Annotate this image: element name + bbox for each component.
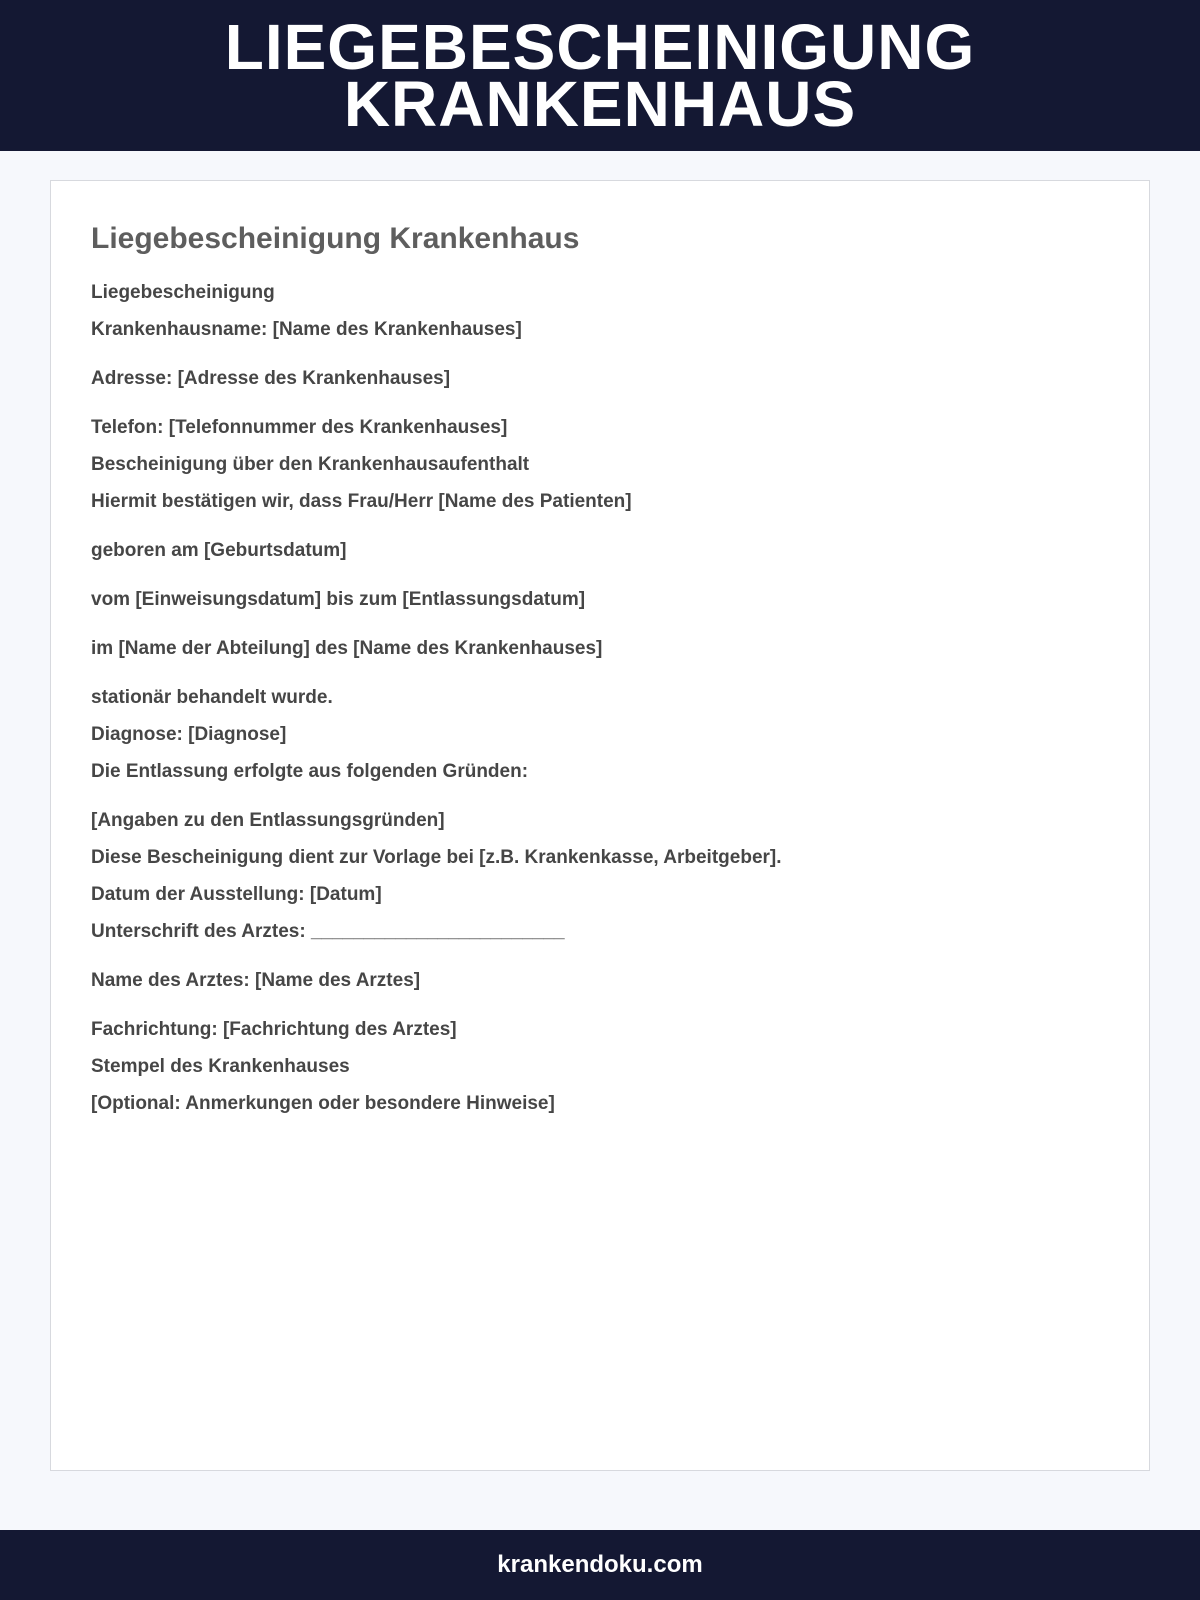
document-line-certificate-subject: Bescheinigung über den Krankenhausaufenthalt (91, 454, 530, 475)
document-line-birthdate: geboren am [Geburtsdatum] (91, 540, 347, 561)
document-line-signature: Unterschrift des Arztes: ________________________ (91, 921, 565, 942)
document-title: Liegebescheinigung Krankenhaus (91, 222, 580, 255)
document-line-confirmation: Hiermit bestätigen wir, dass Frau/Herr [Name des Patienten] (91, 491, 632, 512)
document-card (50, 180, 1150, 1471)
footer-site-name: krankendoku.com (497, 1551, 703, 1578)
document-line-optional-notes: [Optional: Anmerkungen oder besondere Hinweise] (91, 1093, 555, 1114)
document-line-discharge-reasons: [Angaben zu den Entlassungsgründen] (91, 810, 445, 831)
document-line-discharge-reasons-intro: Die Entlassung erfolgte aus folgenden Gründen: (91, 761, 529, 782)
document-line-stamp: Stempel des Krankenhauses (91, 1056, 350, 1077)
document-line-address: Adresse: [Adresse des Krankenhauses] (91, 368, 451, 389)
document-line-specialty: Fachrichtung: [Fachrichtung des Arztes] (91, 1019, 457, 1040)
document-line-doctor-name: Name des Arztes: [Name des Arztes] (91, 970, 421, 991)
document-line-heading: Liegebescheinigung (91, 282, 275, 303)
header-banner (0, 0, 1200, 151)
document-line-department: im [Name der Abteilung] des [Name des Krankenhauses] (91, 638, 603, 659)
header-title-line-2: KRANKENHAUS (343, 67, 857, 140)
document-line-issue-date: Datum der Ausstellung: [Datum] (91, 884, 382, 905)
footer-banner (0, 1530, 1200, 1600)
document-line-purpose: Diese Bescheinigung dient zur Vorlage bei [z.B. Krankenkasse, Arbeitgeber]. (91, 847, 782, 868)
header-title-line-1: LIEGEBESCHEINIGUNG (224, 10, 976, 83)
document-line-diagnosis: Diagnose: [Diagnose] (91, 724, 287, 745)
document-line-treated: stationär behandelt wurde. (91, 687, 333, 708)
document-line-phone: Telefon: [Telefonnummer des Krankenhauses] (91, 417, 508, 438)
document-line-period: vom [Einweisungsdatum] bis zum [Entlassungsdatum] (91, 589, 586, 610)
document-line-hospital-name: Krankenhausname: [Name des Krankenhauses] (91, 319, 522, 340)
